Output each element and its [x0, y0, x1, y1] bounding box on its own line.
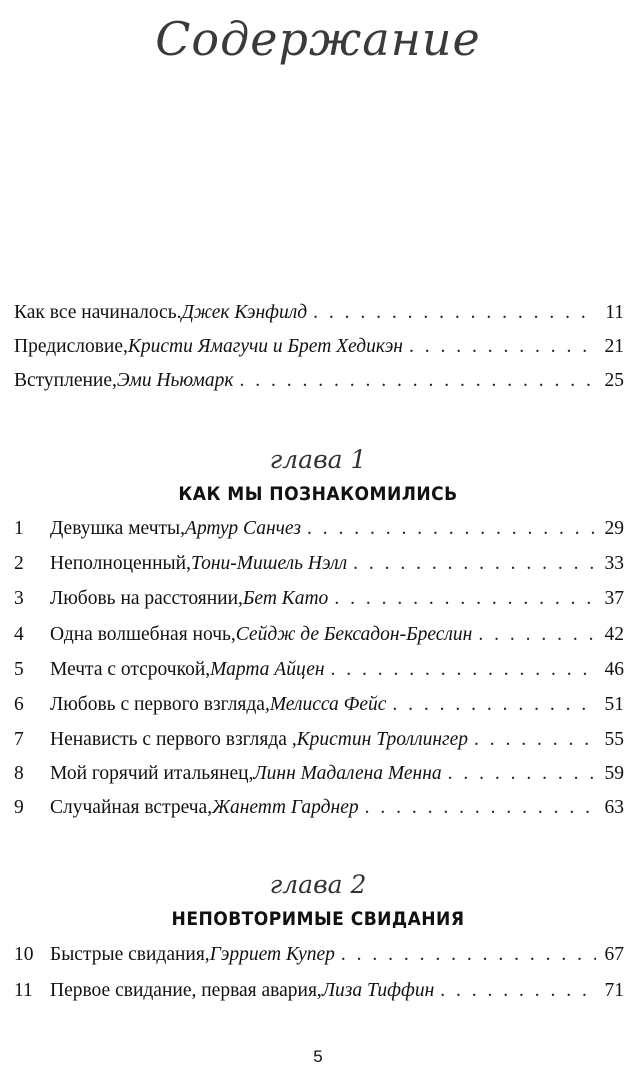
- entry-title: Предисловие,: [14, 336, 128, 357]
- dot-leader: [474, 729, 596, 751]
- entry-title: Любовь с первого взгляда,: [50, 694, 270, 715]
- entry-title: Как все начиналось.: [14, 302, 182, 323]
- entry-page: 21: [604, 336, 624, 357]
- entry-author: Лиза Тиффин: [321, 980, 435, 1001]
- toc-entry[interactable]: [14, 518, 624, 548]
- entry-number: 4: [14, 624, 24, 645]
- dot-leader: [392, 694, 596, 716]
- entry-author: Артур Санчез: [185, 518, 301, 539]
- entry-title: Девушка мечты,: [50, 518, 186, 539]
- entry-author: Эми Ньюмарк: [116, 370, 234, 391]
- dot-leader: [353, 553, 596, 575]
- dot-leader: [341, 944, 596, 966]
- dot-leader: [334, 588, 596, 610]
- toc-entry[interactable]: [14, 553, 624, 583]
- toc-entry[interactable]: [14, 694, 624, 724]
- entry-page: 37: [604, 588, 624, 609]
- toc-entry[interactable]: [14, 729, 624, 759]
- entry-number: 8: [14, 763, 24, 784]
- toc-entry[interactable]: [14, 624, 624, 654]
- toc-entry[interactable]: [14, 336, 624, 366]
- entry-author: Джек Кэнфилд: [181, 302, 308, 323]
- dot-leader: [478, 624, 596, 646]
- dot-leader: [331, 659, 596, 681]
- entry-number: 9: [14, 797, 24, 818]
- toc-entry[interactable]: [14, 763, 624, 793]
- toc-entry[interactable]: [14, 302, 624, 332]
- dot-leader: [313, 302, 596, 324]
- entry-title: Любовь на расстоянии,: [50, 588, 243, 609]
- toc-entry[interactable]: [14, 944, 624, 974]
- entry-number: 1: [14, 518, 24, 539]
- entry-page: 59: [604, 763, 624, 784]
- dot-leader: [365, 797, 596, 819]
- chapter-label: глава 1: [269, 445, 367, 474]
- entry-title: Быстрые свидания,: [50, 944, 210, 965]
- entry-number: 10: [14, 944, 34, 965]
- entry-page: 55: [604, 729, 624, 750]
- entry-number: 7: [14, 729, 24, 750]
- entry-page: 25: [604, 370, 624, 391]
- dot-leader: [307, 518, 596, 540]
- entry-page: 46: [604, 659, 624, 680]
- entry-author: Гэрриет Купер: [209, 944, 335, 965]
- chapter-title: НЕПОВТОРИМЫЕ СВИДАНИЯ: [171, 908, 465, 930]
- entry-title: Мечта с отсрочкой,: [50, 659, 211, 680]
- entry-author: Тони-Мишель Нэлл: [190, 553, 348, 574]
- dot-leader: [448, 763, 596, 785]
- entry-author: Кристи Ямагучи и Брет Хедикэн: [127, 336, 403, 357]
- entry-page: 29: [604, 518, 624, 539]
- toc-entry[interactable]: [14, 370, 624, 400]
- entry-author: Марта Айцен: [210, 659, 325, 680]
- dot-leader: [440, 980, 596, 1002]
- entry-author: Линн Мадалена Менна: [253, 763, 442, 784]
- entry-number: 2: [14, 553, 24, 574]
- entry-title: Случайная встреча,: [50, 797, 213, 818]
- entry-title: Неполноценный,: [50, 553, 191, 574]
- toc-entry[interactable]: [14, 659, 624, 689]
- entry-page: 71: [604, 980, 624, 1001]
- entry-title: Мой горячий итальянец,: [50, 763, 254, 784]
- entry-author: Сейдж де Бексадон-Бреслин: [235, 624, 473, 645]
- entry-author: Кристин Троллингер: [296, 729, 469, 750]
- entry-title: Первое свидание, первая авария,: [50, 980, 322, 1001]
- entry-page: 51: [604, 694, 624, 715]
- chapter-title: КАК МЫ ПОЗНАКОМИЛИСЬ: [178, 483, 458, 505]
- entry-author: Бет Като: [242, 588, 329, 609]
- entry-author: Мелисса Фейс: [269, 694, 387, 715]
- entry-page: 63: [604, 797, 624, 818]
- page-number: 5: [313, 1047, 323, 1066]
- entry-page: 42: [604, 624, 624, 645]
- entry-page: 67: [604, 944, 624, 965]
- entry-title: Ненависть с первого взгляда ,: [50, 729, 297, 750]
- entry-author: Жанетт Гарднер: [212, 797, 359, 818]
- entry-page: 33: [604, 553, 624, 574]
- dot-leader: [409, 336, 596, 358]
- entry-number: 6: [14, 694, 24, 715]
- entry-number: 3: [14, 588, 24, 609]
- entry-number: 11: [14, 980, 33, 1001]
- toc-entry[interactable]: [14, 588, 624, 618]
- entry-title: Вступление,: [14, 370, 117, 391]
- page-title: Содержание: [155, 12, 481, 66]
- toc-entry[interactable]: [14, 980, 624, 1010]
- entry-number: 5: [14, 659, 24, 680]
- toc-entry[interactable]: [14, 797, 624, 827]
- entry-page: 11: [605, 302, 624, 323]
- entry-title: Одна волшебная ночь,: [50, 624, 236, 645]
- dot-leader: [240, 370, 597, 392]
- chapter-label: глава 2: [269, 870, 367, 899]
